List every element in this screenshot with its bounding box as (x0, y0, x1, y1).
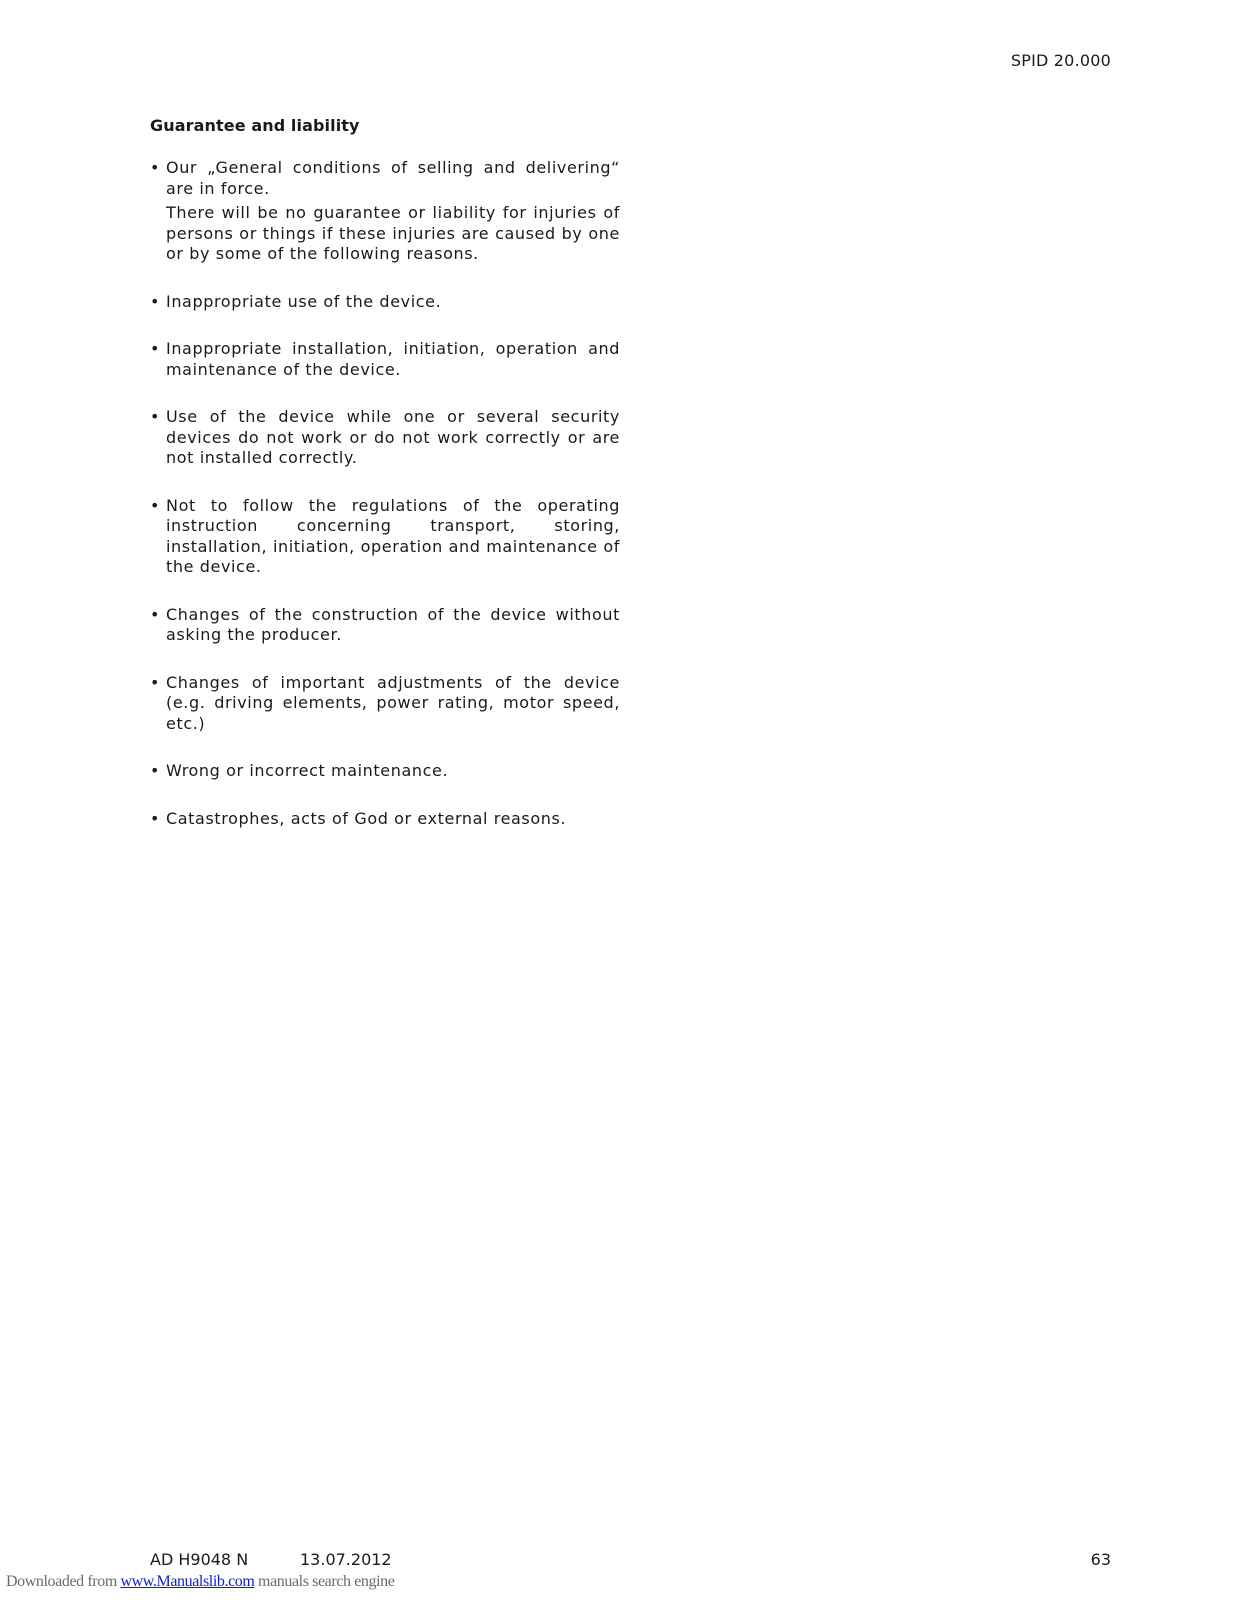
bullet-icon: • (150, 761, 161, 780)
list-item (150, 761, 620, 782)
manualslib-link[interactable]: www.Manualslib.com (120, 1573, 255, 1590)
download-prefix: Downloaded from (6, 1573, 121, 1590)
bullet-icon: • (150, 291, 161, 311)
bullet-icon: • (150, 495, 161, 515)
list-item-text: Inappropriate installation, initiation, operation and maintenance of the device. (166, 339, 620, 379)
bullet-icon: • (150, 672, 161, 692)
intro-bullet-text: Our „General conditions of selling and delivering“ are in force. (166, 158, 620, 198)
bullet-icon: • (150, 339, 161, 358)
list-item-text: Catastrophes, acts of God or external reasons. (166, 808, 567, 828)
list-item-text: Changes of important adjustments of the device (e.g. driving elements, power rating, motor speed, etc.) (166, 672, 620, 733)
bullet-icon: • (150, 808, 161, 828)
intro-follow-text: There will be no guarantee or liability for injuries of persons or things if these injuries are caused by one or by some of the following reasons. (166, 203, 620, 263)
list-item (150, 339, 620, 380)
download-suffix: manuals search engine (254, 1573, 395, 1590)
list-item-text: Changes of the construction of the device without asking the producer. (166, 604, 620, 644)
list-item-text: Wrong or incorrect maintenance. (166, 761, 449, 780)
list-item (150, 292, 620, 313)
list-item (150, 407, 620, 469)
bullet-icon: • (150, 407, 161, 426)
guarantee-list (150, 158, 620, 856)
list-item (150, 158, 620, 265)
list-item (150, 809, 620, 830)
list-item (150, 605, 620, 646)
footer-page-number: 63 (1090, 1550, 1111, 1569)
footer-date: 13.07.2012 (300, 1550, 392, 1569)
download-notice (6, 1573, 394, 1591)
list-item (150, 673, 620, 735)
header-doc-code: SPID 20.000 (1010, 51, 1111, 70)
bullet-icon: • (150, 604, 161, 624)
list-item (150, 496, 620, 578)
bullet-icon: • (150, 158, 161, 177)
footer-doc-number: AD H9048 N (150, 1550, 249, 1569)
list-item-text: Use of the device while one or several security devices do not work or do not work correctly or are not installed correctly. (166, 407, 620, 467)
section-title: Guarantee and liability (150, 116, 360, 135)
list-item-text: Inappropriate use of the device. (166, 291, 442, 311)
list-item-text: Not to follow the regulations of the operating instruction concerning transport, storing, installation, initiation, operation and maintenance of the device. (166, 495, 620, 576)
